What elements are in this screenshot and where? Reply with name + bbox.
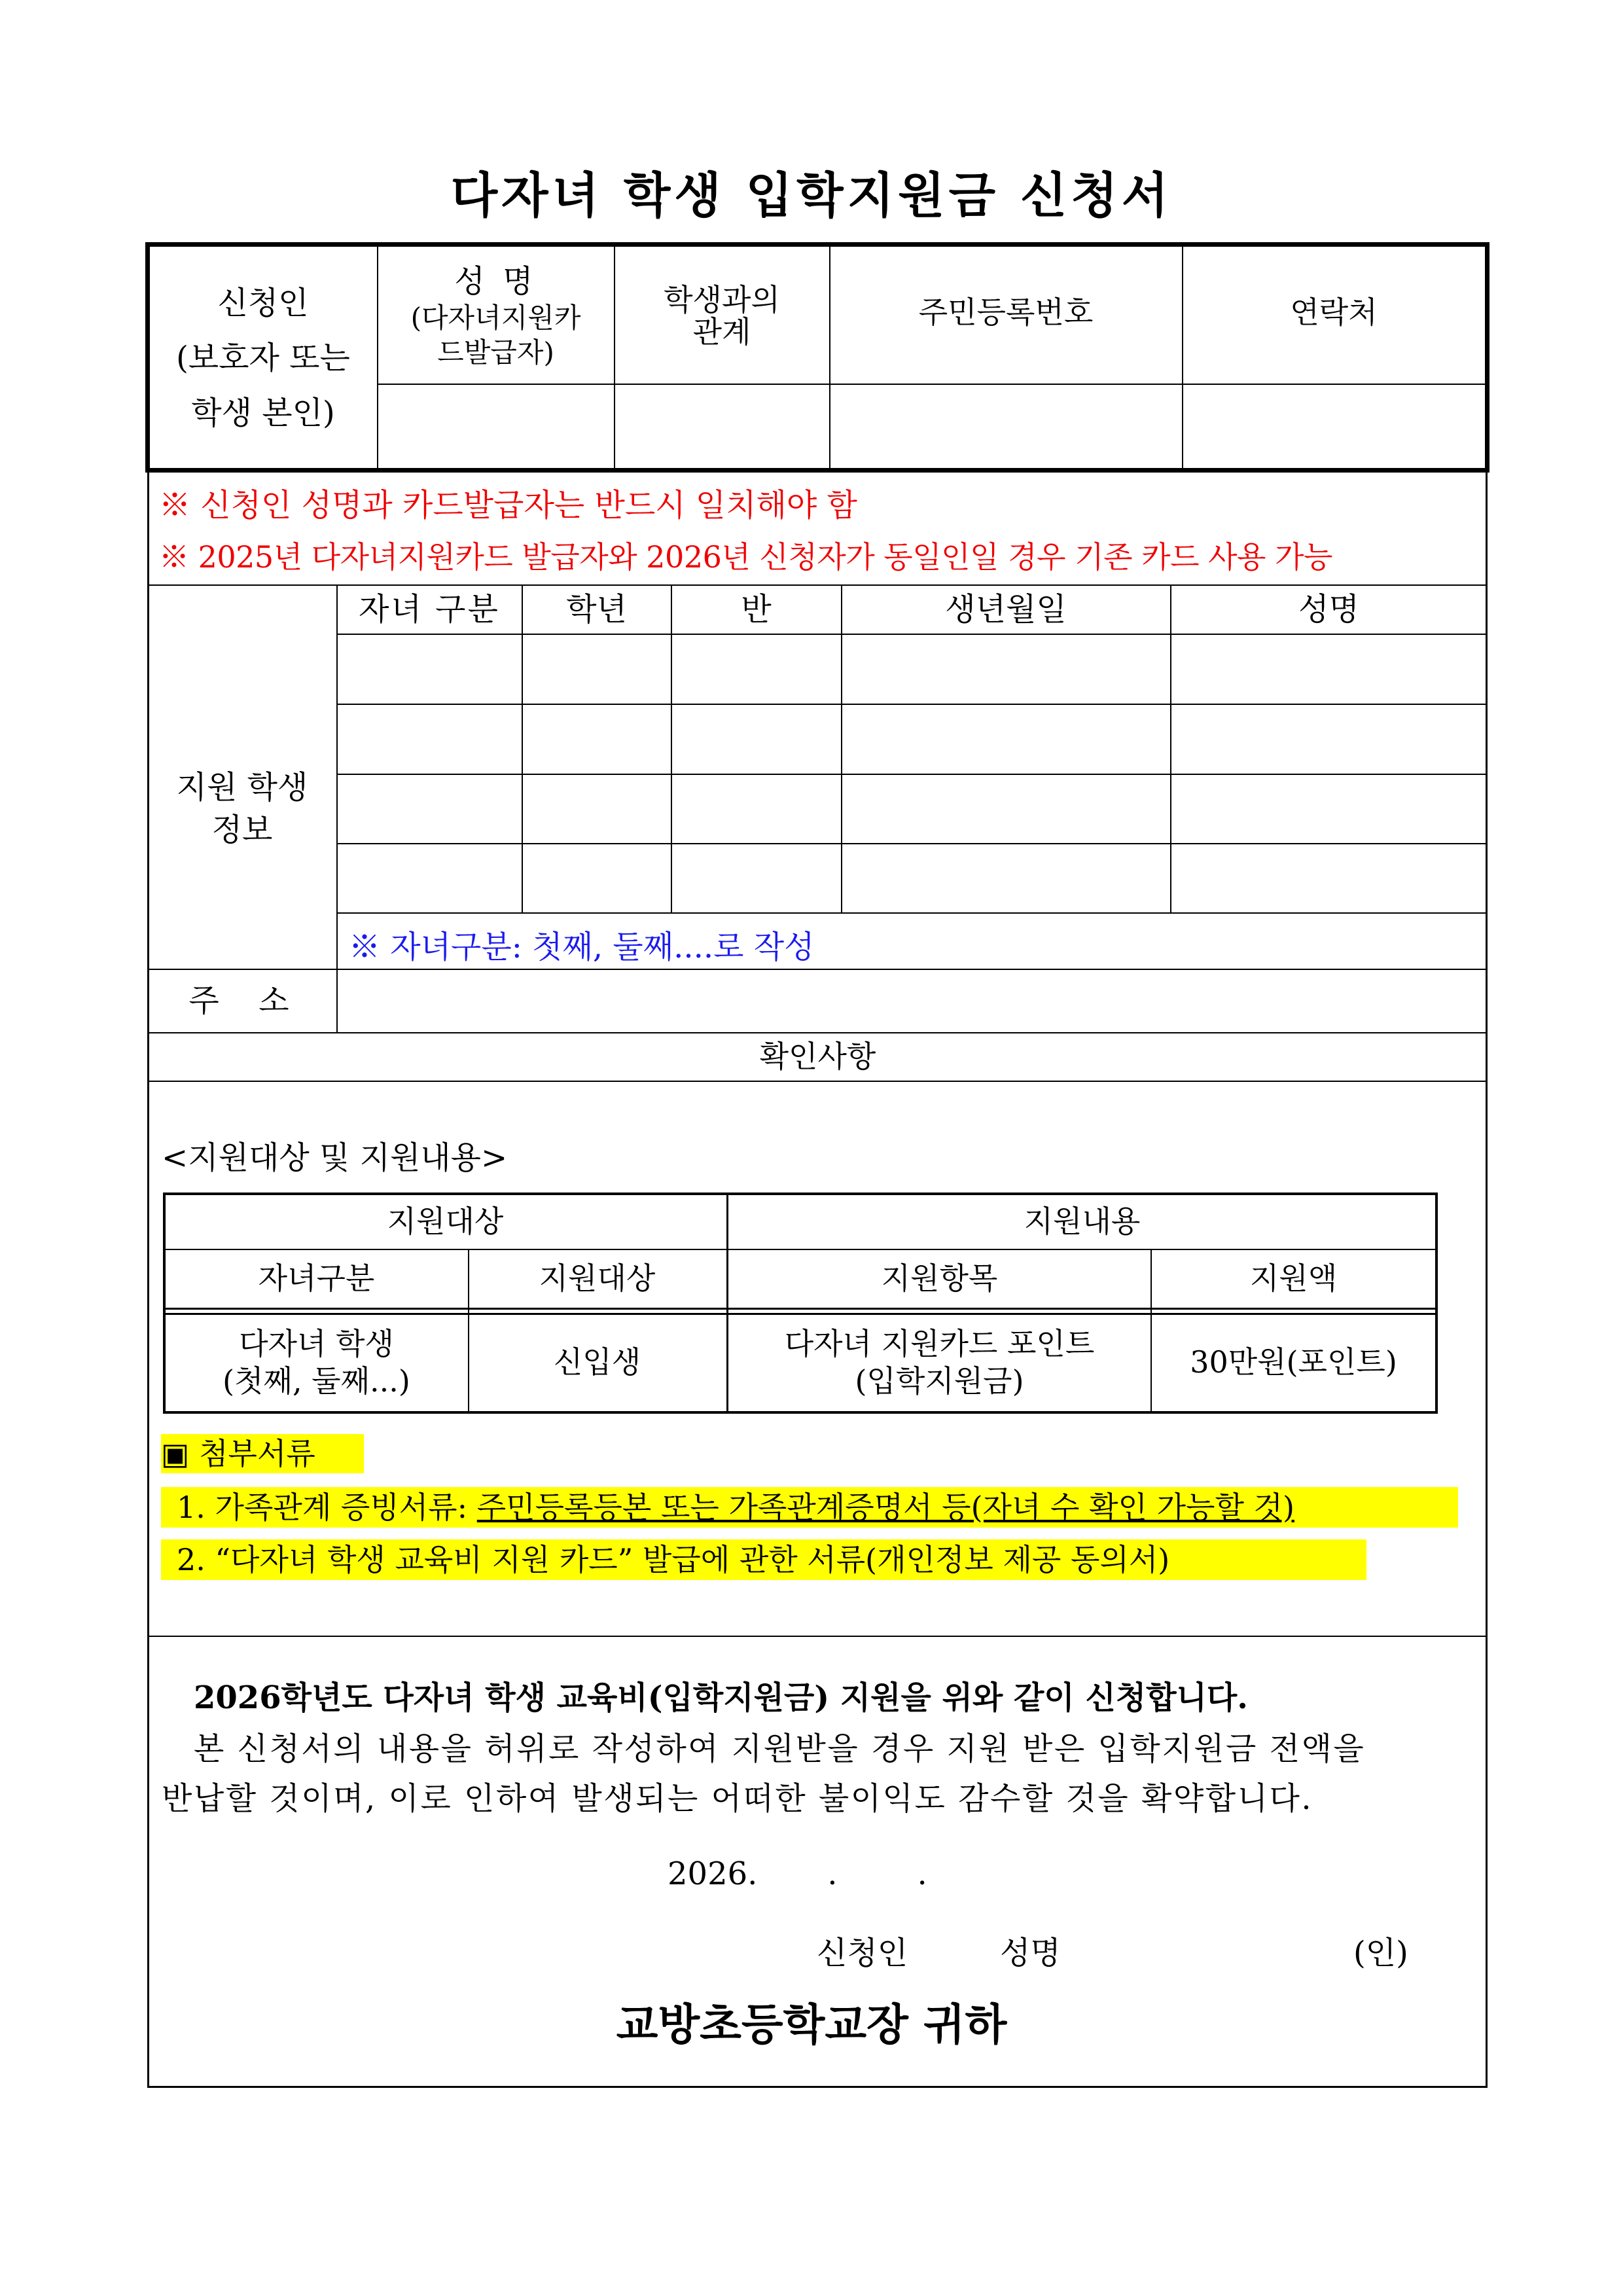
- support-col-amount: 지원액: [1249, 1260, 1338, 1296]
- applicant-rrn-field[interactable]: [830, 385, 1181, 468]
- address-label: 주 소: [188, 982, 296, 1019]
- support-child-value-line2: (첫째, 둘째...): [223, 1363, 410, 1399]
- col-header-student-name: 성명: [1298, 591, 1359, 628]
- note-name-match: ※ 신청인 성명과 카드발급자는 반드시 일치해야 함: [159, 487, 857, 524]
- support-child-value-line1: 다자녀 학생: [239, 1325, 394, 1361]
- support-target-value: 신입생: [553, 1344, 641, 1380]
- support-item-value-line1: 다자녀 지원카드 포인트: [784, 1325, 1095, 1361]
- support-group-content: 지원내용: [1024, 1203, 1141, 1239]
- applicant-contact-field[interactable]: [1183, 385, 1484, 468]
- applicant-label-line3: 학생 본인): [191, 394, 335, 431]
- name-header: [378, 249, 613, 383]
- col-header-grade: 학년: [566, 591, 627, 628]
- support-item-value: [729, 1314, 1150, 1411]
- attachments-heading: ▣ 첨부서류: [161, 1434, 364, 1473]
- signature-name-field[interactable]: [1086, 1921, 1348, 1967]
- application-date: 2026. . .: [668, 1856, 927, 1892]
- col-header-child-order: 자녀 구분: [359, 591, 500, 628]
- support-child-value: [166, 1314, 467, 1411]
- declaration-line-2: 본 신청서의 내용을 허위로 작성하여 지원받을 경우 지원 받은 입학지원금 전액을: [194, 1731, 1366, 1767]
- name-header-line3: 드발급자): [437, 336, 554, 368]
- applicant-label: [150, 247, 376, 468]
- name-header-line2: (다자녀지원카: [410, 302, 581, 334]
- address-field[interactable]: [338, 970, 1486, 1031]
- attachment-item-2-text: 2. “다자녀 학생 교육비 지원 카드” 발급에 관한 서류(개인정보 제공 동의서): [177, 1542, 1170, 1577]
- signature-seal: (인): [1353, 1935, 1408, 1971]
- col-header-class: 반: [741, 591, 772, 628]
- page-title: 다자녀 학생 입학지원금 신청서: [450, 168, 1173, 224]
- addressee: 교방초등학교장 귀하: [616, 2000, 1007, 2050]
- attachment-item-1-docs: 주민등록등본 또는 가족관계증명서 등(자녀 수 확인 가능할 것): [476, 1490, 1294, 1525]
- relation-header-line2: 관계: [692, 314, 751, 350]
- declaration-line-3: 반납할 것이며, 이로 인하여 발생되는 어떠한 불이익도 감수할 것을 확약합니다.: [162, 1780, 1313, 1817]
- support-group-target: 지원대상: [387, 1203, 504, 1239]
- student-section-label-line1: 지원 학생: [176, 769, 308, 806]
- col-header-birthdate: 생년월일: [945, 591, 1067, 628]
- support-item-value-line2: (입학지원금): [855, 1363, 1024, 1399]
- relation-header: [615, 249, 829, 383]
- student-section-label: [149, 586, 336, 1032]
- support-heading: <지원대상 및 지원내용>: [162, 1139, 508, 1176]
- applicant-name-field[interactable]: [378, 385, 613, 468]
- student-row-1[interactable]: [338, 635, 1486, 703]
- attachment-item-2: [161, 1539, 1366, 1580]
- student-row-3[interactable]: [338, 775, 1486, 842]
- child-order-note: ※ 자녀구분: 첫째, 둘째....로 작성: [349, 929, 815, 965]
- support-col-item: 지원항목: [881, 1260, 998, 1296]
- name-header-line1: 성 명: [454, 263, 537, 300]
- contact-header: 연락처: [1290, 294, 1378, 330]
- signature-applicant-label: 신청인: [817, 1935, 908, 1971]
- applicant-label-line2: (보호자 또는: [176, 339, 350, 376]
- support-amount-value: 30만원(포인트): [1190, 1344, 1397, 1380]
- student-row-4[interactable]: [338, 844, 1486, 912]
- relation-header-line1: 학생과의: [664, 282, 780, 318]
- attachment-item-1: [161, 1487, 1458, 1528]
- support-col-target: 지원대상: [539, 1260, 656, 1296]
- rrn-header: 주민등록번호: [918, 294, 1094, 330]
- signature-name-label: 성명: [1000, 1935, 1061, 1971]
- student-section-label-line2: 정보: [211, 812, 273, 848]
- confirm-header: 확인사항: [759, 1038, 876, 1074]
- student-row-2[interactable]: [338, 705, 1486, 773]
- note-card-reuse: ※ 2025년 다자녀지원카드 발급자와 2026년 신청자가 동일인일 경우 기존 카드 사용 가능: [159, 539, 1332, 575]
- attachment-item-1-prefix: 1. 가족관계 증빙서류:: [177, 1490, 477, 1525]
- applicant-relation-field[interactable]: [615, 385, 829, 468]
- applicant-label-line1: 신청인: [217, 284, 309, 321]
- declaration-line-1: 2026학년도 다자녀 학생 교육비(입학지원금) 지원을 위와 같이 신청합니다.: [194, 1679, 1249, 1716]
- support-col-child: 자녀구분: [258, 1260, 375, 1296]
